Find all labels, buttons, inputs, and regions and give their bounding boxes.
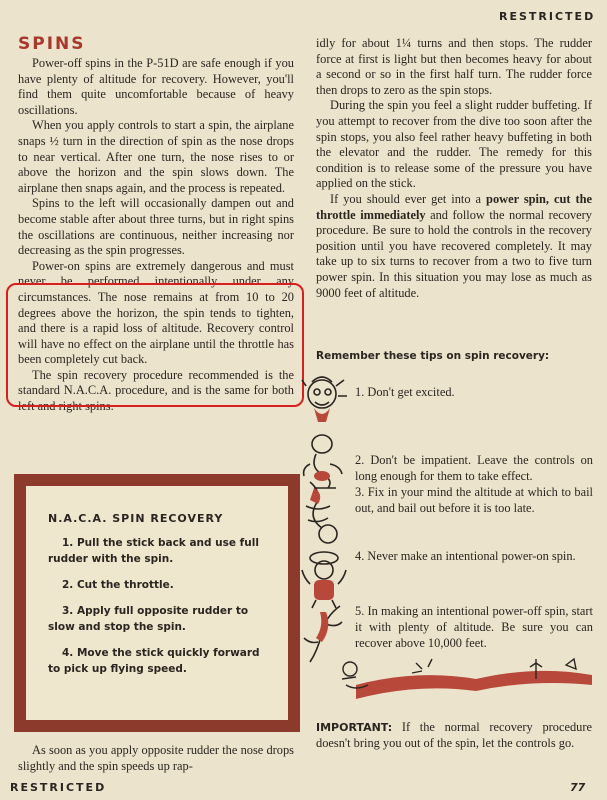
naca-step: 4. Move the stick quickly forward to pick up flying speed. (48, 647, 260, 675)
paragraph-3: Spins to the left will occasionally dampen out and become stable after about three turns, but in right spins the oscillations are continuous, neither increasing nor decreasing as the spin progresses. (18, 196, 294, 258)
tip-text: 2. Don't be impatient. Leave the controls on long enough for them to take effect. (355, 453, 593, 483)
r3-text: If you should ever get into a (330, 191, 487, 206)
cartoon-dizzy-pilot-icon (300, 368, 350, 426)
left-column-bottom (18, 743, 294, 774)
tip-text: 5. In making an intentional power-off spin, start it with plenty of altitude. Be sure you can recover above 10,000 feet. (355, 604, 593, 650)
r3-bold-text: power spin, cut the throttle immediately (316, 191, 592, 222)
naca-step: 3. Apply full opposite rudder to slow and stop the spin. (48, 605, 249, 633)
cartoon-shrugging-pilot-icon (300, 548, 350, 610)
naca-step: 1. Pull the stick back and use full rudder with the spin. (48, 537, 259, 565)
paragraph-5: The spin recovery procedure recommended is the standard N.A.C.A. procedure, and is the same for both left and right spins. (18, 367, 294, 414)
tip-4 (355, 548, 593, 564)
highlight-annotation (6, 283, 304, 407)
important-note (316, 720, 592, 751)
tip-text: 3. Fix in your mind the altitude at which to bail out, and bail out before it is too late. (355, 485, 593, 515)
important-text: If the normal recovery procedure doesn't bring you out of the spin, let the controls go. (316, 720, 592, 750)
tip-text: 4. Never make an intentional power-on spin. (355, 549, 576, 563)
r3-text-end: and follow the normal recovery procedure. Be sure to hold the controls in the recovery position until you have recovered completely. It may take up to six turns to recover from a two to five turn power spin. In this situation you may lose as much as 9000 feet of altitude. (316, 207, 592, 300)
tip-5 (355, 603, 593, 651)
tip-2 (355, 452, 593, 484)
running-header: RESTRICTED (499, 10, 596, 23)
important-paragraph (316, 720, 592, 751)
paragraph-r2: During the spin you feel a slight rudder buffeting. If you attempt to recover from the dive too soon after the spin stops, you also feel rather heavy buffeting in both the elevator and the rudder. The remedy for this condition is to release some of the pressure you have applied on the stick. (316, 98, 592, 191)
paragraph-1: Power-off spins in the P-51D are safe enough if you have plenty of altitude for recovery. However, you'll find them quite uncomfortable because of heavy oscillations. (18, 56, 294, 117)
right-column (316, 36, 592, 301)
paragraph-4: Power-on spins are extremely dangerous and must never be performed intentionally under any circumstances. The nose remains at from 10 to 20 degrees above the horizon, the spin tends to tighten, and there is a rapid loss of altitude. Recovery control will have no effect on the airplane until the throttle has been completely cut back. (18, 258, 294, 367)
naca-box (14, 474, 300, 732)
naca-step: 2. Cut the throttle. (62, 579, 174, 591)
cartoon-falling-pilot-icon (300, 476, 350, 548)
paragraph-2: When you apply controls to start a spin, the airplane snaps ½ turn in the direction of spin as the nose drops to near vertical. After one turn, the nose rises to or above the horizon and the spin slows down. The airplane then snaps again, and the process is repeated. (18, 118, 294, 195)
naca-title: N.A.C.A. SPIN RECOVERY (48, 512, 224, 525)
tips-heading: Remember these tips on spin recovery: (316, 350, 550, 362)
important-label: IMPORTANT: (316, 721, 393, 734)
section-title: SPINS (18, 34, 86, 54)
running-footer: RESTRICTED (10, 781, 107, 794)
tip-1 (355, 384, 593, 400)
tip-3 (355, 484, 593, 516)
paragraph-r1: idly for about 1¼ turns and then stops. The rudder force at first is light but then becomes heavy for about a second or so in the first half turn. The rudder force then drops to zero as the spin stops. (316, 36, 592, 97)
naca-box-inner (26, 486, 288, 720)
page-number: 77 (570, 781, 586, 794)
tip-text: 1. Don't get excited. (355, 385, 455, 399)
paragraph-r3 (316, 192, 592, 301)
landscape-crash-illustration-icon (336, 655, 592, 703)
paragraph-6: As soon as you apply opposite rudder the nose drops slightly and the spin speeds up rap- (18, 743, 294, 773)
